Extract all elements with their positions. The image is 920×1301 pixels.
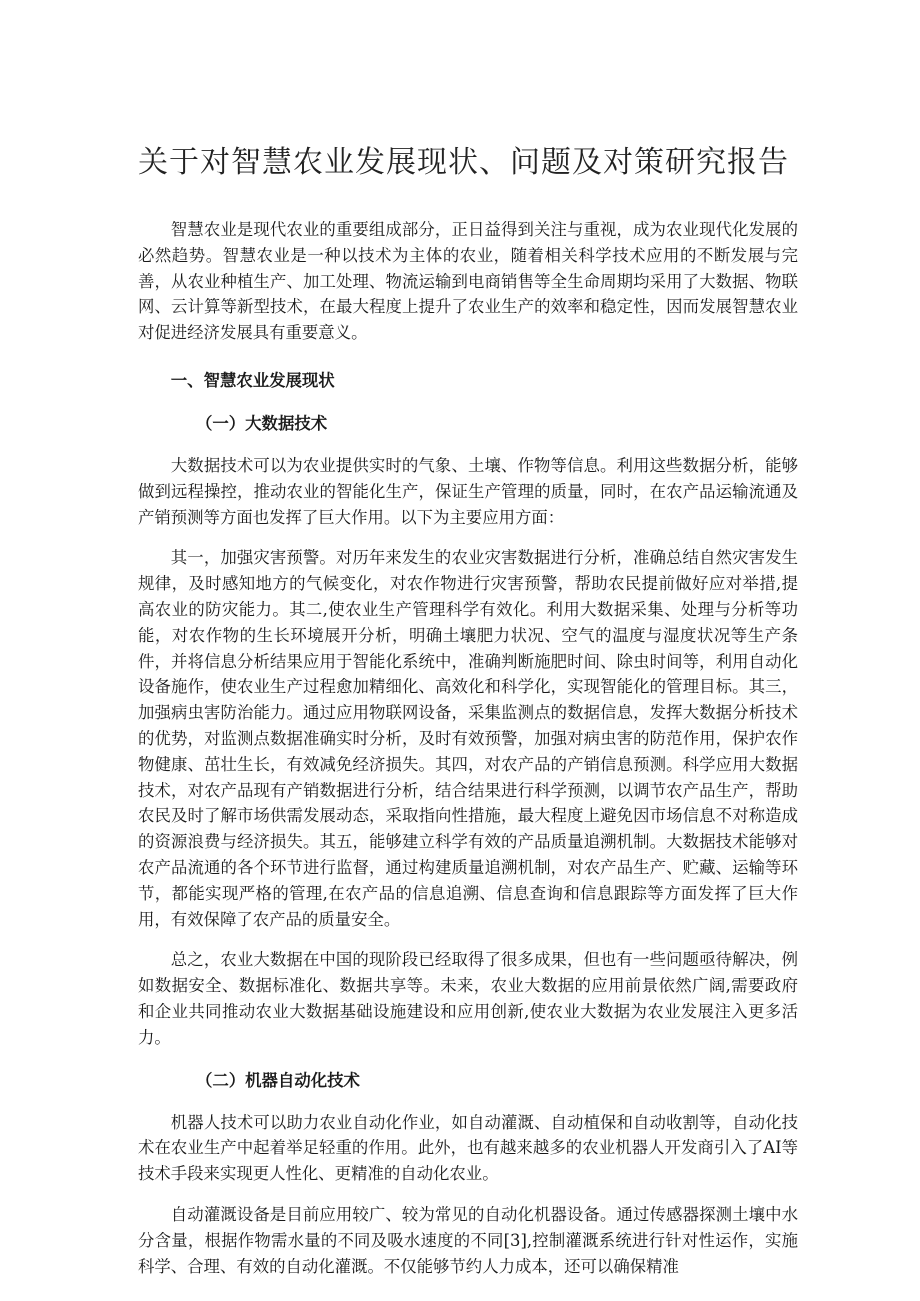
intro-paragraph: 智慧农业是现代农业的重要组成部分，正日益得到关注与重视，成为农业现代化发展的必然趋势。智慧农业是一种以技术为主体的农业，随着相关科学技术应用的不断发展与完善，从农业种植生产、加工处理、物流运输到电商销售等全生命周期均采用了大数据、物联网、云计算等新型技术，在最大程度上提升了农业生产的效率和稳定性，因而发展智慧农业对促进经济发展具有重要意义。 [138,220,798,343]
big-data-paragraph-3: 总之，农业大数据在中国的现阶段已经取得了很多成果，但也有一些问题亟待解决，例如数据安全、数据标准化、数据共享等。未来，农业大数据的应用前景依然广阔,需要政府和企业共同推动农业大数据基础设施建设和应用创新,使农业大数据为农业发展注入更多活力。 [138,950,798,1047]
subsection-heading-big-data: （一）大数据技术 [196,413,328,433]
subsection-heading-automation: （二）机器自动化技术 [196,1070,360,1090]
automation-paragraph-2: 自动灌溉设备是目前应用较广、较为常见的自动化机器设备。通过传感器探测土壤中水分含量，根据作物需水量的不同及吸水速度的不同[3],控制灌溉系统进行针对性运作，实施科学、合理、有效的自动化灌溉。不仅能够节约人力成本，还可以确保精准 [138,1204,798,1276]
document-title: 关于对智慧农业发展现状、问题及对策研究报告 [138,145,789,180]
document-page [138,0,798,1279]
big-data-paragraph-1: 大数据技术可以为农业提供实时的气象、土壤、作物等信息。利用这些数据分析，能够做到远程操控，推动农业的智能化生产，保证生产管理的质量，同时，在农产品运输流通及产销预测等方面也发挥了巨大作用。以下为主要应用方面： [138,455,798,527]
big-data-paragraph-2: 其一，加强灾害预警。对历年来发生的农业灾害数据进行分析，准确总结自然灾害发生规律，及时感知地方的气候变化，对农作物进行灾害预警，帮助农民提前做好应对举措,提高农业的防灾能力。其二,使农业生产管理科学有效化。利用大数据采集、处理与分析等功能，对农作物的生长环境展开分析，明确土壤肥力状况、空气的温度与湿度状况等生产条件，并将信息分析结果应用于智能化系统中，准确判断施肥时间、除虫时间等，利用自动化设备施作，使农业生产过程愈加精细化、高效化和科学化，实现智能化的管理目标。其三，加强病虫害防治能力。通过应用物联网设备，采集监测点的数据信息，发挥大数据分析技术的优势，对监测点数据准确实时分析，及时有效预警，加强对病虫害的防范作用，保护农作物健康、茁壮生长，有效减免经济损失。其四，对农产品的产销信息预测。科学应用大数据技术，对农产品现有产销数据进行分析，结合结果进行科学预测，以调节农产品生产，帮助农民及时了解市场供需发展动态，采取指向性措施，最大程度上避免因市场信息不对称造成的资源浪费与经济损失。其五，能够建立科学有效的产品质量追溯机制。大数据技术能够对农产品流通的各个环节进行监督，通过构建质量追溯机制，对农产品生产、贮藏、运输等环节，都能实现严格的管理,在农产品的信息追溯、信息查询和信息跟踪等方面发挥了巨大作用，有效保障了农产品的质量安全。 [138,548,798,929]
section-heading-status: 一、智慧农业发展现状 [170,370,335,390]
automation-paragraph-1: 机器人技术可以助力农业自动化作业，如自动灌溉、自动植保和自动收割等，自动化技术在农业生产中起着举足轻重的作用。此外，也有越来越多的农业机器人开发商引入了AI等技术手段来实现更人性化、更精准的自动化农业。 [138,1112,798,1184]
